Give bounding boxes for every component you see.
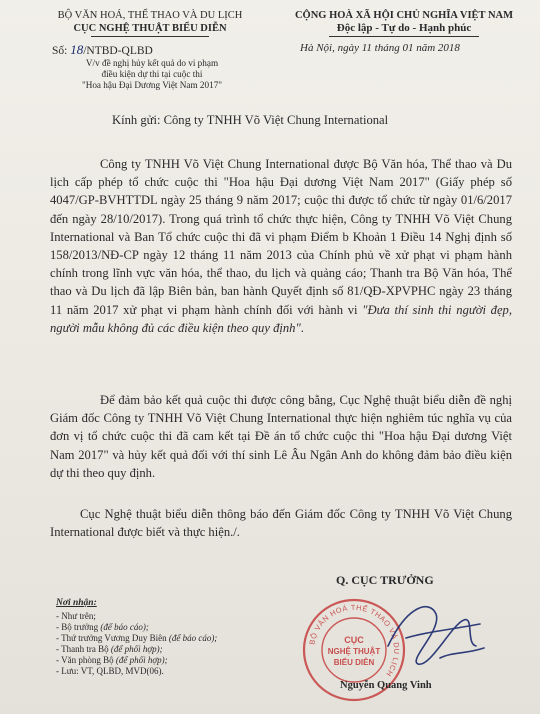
header-rule-left	[91, 36, 209, 37]
place-date: Hà Nội, ngày 11 tháng 01 năm 2018	[300, 42, 460, 54]
national-motto: Độc lập - Tự do - Hạnh phúc	[336, 22, 472, 34]
body-paragraph-3: Cục Nghệ thuật biểu diễn thông báo đến Giám đốc Công ty TNHH Võ Việt Chung International được biết và thực hiện./.	[50, 507, 512, 540]
header-rule-right	[329, 36, 479, 37]
department-name: CỤC NGHỆ THUẬT BIỂU DIỄN	[73, 23, 227, 34]
country-name: CỘNG HOÀ XÃ HỘI CHỦ NGHĨA VIỆT NAM	[294, 10, 514, 21]
distribution-item-note: (để báo cáo);	[100, 622, 149, 632]
body-paragraph-1	[50, 155, 512, 337]
distribution-item-note: (để phối hợp);	[115, 655, 168, 665]
distribution-item	[56, 611, 217, 622]
paragraph-end: .	[300, 320, 304, 335]
distribution-item-text: - Thanh tra Bộ	[56, 644, 111, 654]
distribution-item	[56, 622, 217, 633]
distribution-item-text: - Lưu: VT, QLBD, MVD(06).	[56, 666, 164, 676]
distribution-label: Nơi nhận:	[56, 598, 97, 608]
signer-title: Q. CỤC TRƯỞNG	[336, 573, 434, 587]
subject-line: "Hoa hậu Đại Dương Việt Nam 2017"	[81, 80, 223, 90]
seal-center-line: NGHỆ THUẬT	[327, 647, 381, 656]
distribution-item-text: - Thứ trưởng Vương Duy Biên	[56, 633, 169, 643]
number-value: 18	[70, 42, 84, 57]
seal-center-line: BIỂU DIỄN	[333, 658, 375, 667]
distribution-item	[56, 655, 217, 666]
distribution-item-text: - Văn phòng Bộ	[56, 655, 116, 665]
subject-line: điều kiện dự thi tại cuộc thi	[101, 69, 203, 79]
distribution-item-text: - Bộ trưởng	[56, 622, 101, 632]
national-header	[274, 9, 534, 37]
distribution-item-note: (để phối hợp);	[110, 644, 163, 654]
signer-name: Nguyễn Quang Vinh	[340, 680, 432, 691]
recipient-line: Kính gửi: Công ty TNHH Võ Việt Chung International	[112, 113, 389, 127]
document-number	[52, 42, 153, 58]
seal-ring-text: BỘ VĂN HOÁ THỂ THAO VÀ DU LỊCH	[307, 602, 402, 679]
paragraph-text: Công ty TNHH Võ Việt Chung International được Bộ Văn hóa, Thể thao và Du lịch cấp phép tổ chức cuộc thi "Hoa hậu Đại dương Việt Nam 2017" (Giấy phép số 4047/GP-BVHTTDL ngày 25 tháng 9 năm 2017; cuộc thi được tổ chức từ ngày 01/6/2017 đến ngày 28/10/2017). Trong quá trình tổ chức thực hiện, Công ty TNHH Võ Việt Chung International và Ban Tổ chức cuộc thi đã vi phạm Điểm b Khoản 1 Điều 14 Nghị định số 158/2013/NĐ-CP ngày 12 tháng 11 năm 2013 của Chính phủ về xử phạt vi phạm hành chính trong lĩnh vực văn hóa, thể thao, du lịch và quảng cáo; Thanh tra Bộ Văn hóa, Thể thao và Du lịch đã lập Biên bản, ban hành Quyết định số 81/QĐ-XPVPHC ngày 23 tháng 11 năm 2017 xử phạt vi phạm hành chính đối với hành vi	[50, 157, 512, 317]
number-suffix: /NTBD-QLBD	[83, 45, 153, 57]
handwritten-signature	[348, 594, 498, 684]
body-paragraph-2: Để đảm bảo kết quả cuộc thi được công bằng, Cục Nghệ thuật biểu diễn đề nghị Giám đốc Công ty TNHH Võ Việt Chung International thực hiện nghiêm túc nghĩa vụ của đơn vị tổ chức cuộc thi đã cam kết tại Đề án tổ chức cuộc thi "Hoa hậu Đại dương Việt Nam 2017" và hủy kết quả đối với thí sinh Lê Âu Ngân Anh do không đảm bảo điều kiện dự thi theo quy định.	[50, 393, 512, 480]
seal-center-line: CỤC	[344, 635, 364, 645]
distribution-item	[56, 666, 217, 677]
subject-line: V/v đề nghị hủy kết quả do vi phạm	[85, 58, 219, 68]
issuer-header	[30, 9, 270, 37]
distribution-item-text: - Như trên;	[56, 611, 96, 621]
quoted-violation: "Đưa thí sinh thi người đẹp, người mẫu không đủ các điều kiện theo quy định"	[50, 302, 513, 335]
distribution-item	[56, 633, 217, 644]
document-subject	[52, 58, 252, 91]
ministry-name: BỘ VĂN HOÁ, THỂ THAO VÀ DU LỊCH	[57, 10, 243, 21]
distribution-list	[56, 611, 217, 677]
distribution-item-note: (để báo cáo);	[168, 633, 218, 643]
distribution-item	[56, 644, 217, 655]
number-prefix: Số:	[52, 45, 68, 57]
